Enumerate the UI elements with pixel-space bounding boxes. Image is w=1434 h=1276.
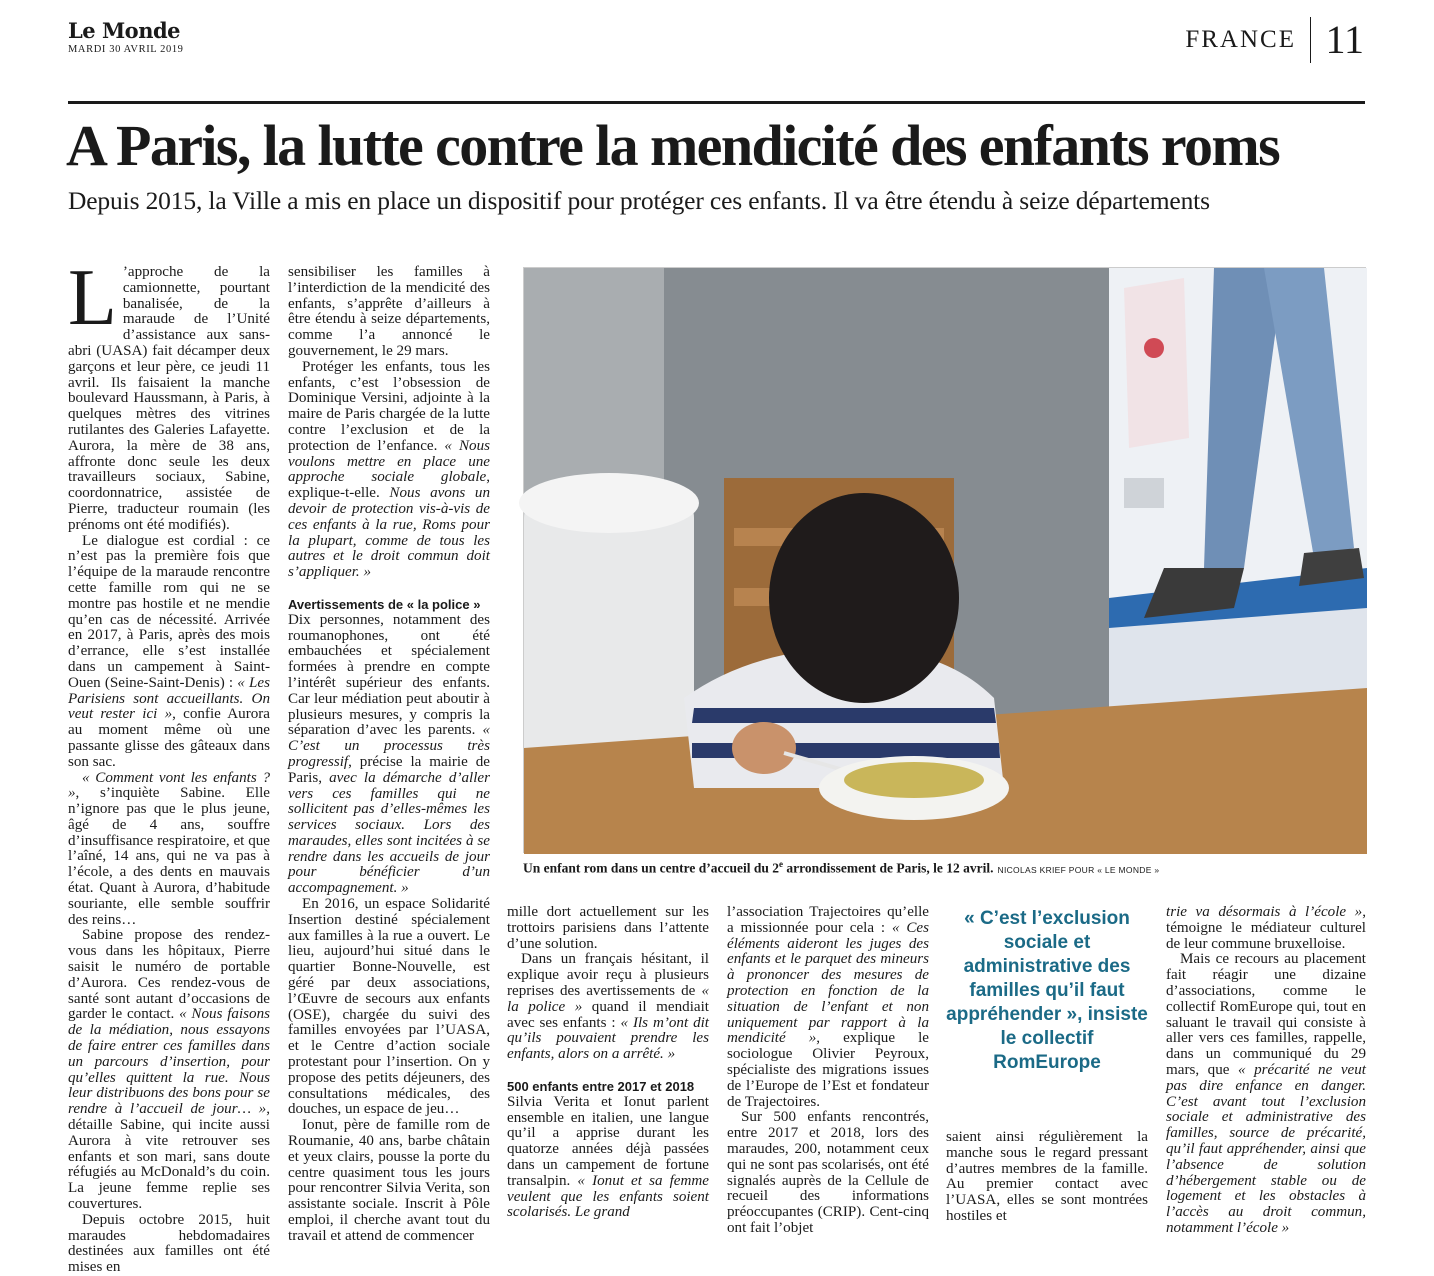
issue-date: MARDI 30 AVRIL 2019: [68, 44, 184, 55]
sweater-stripe-1: [692, 708, 996, 723]
pull-quote: « C’est l’exclusion sociale et administrative des familles qu’il faut appréhender », insiste le collectif RomEurope: [946, 908, 1148, 1073]
paragraph: l’association Trajectoires qu’elle a missionnée pour cela : « Ces éléments aideront les juges des enfants et le parquet des mineurs à prononcer des mesures de protection en fonction de la situation de l’enfant et non uniquement par rapport à la mendicité », explique le sociologue Olivier Peyroux, spécialiste des migrations issues de l’Europe de l’Est et fondateur de Trajectoires.: [727, 904, 929, 1110]
page-number: 11: [1325, 17, 1364, 62]
bag-print: [1144, 338, 1164, 358]
article-column-4: [727, 904, 929, 1236]
paragraph: Depuis octobre 2015, huit maraudes hebdomadaires destinées aux familles ont été mises en: [68, 1211, 270, 1276]
article-column-3: [507, 904, 709, 1221]
child-hand: [732, 722, 796, 774]
paragraph: Dans un français hésitant, il explique avoir reçu à plusieurs reprises des avertissements de « la police » quand il mendiait avec ses enfants : « Ils m’ont dit qu’ils pouvaient prendre les enfants, alors on a arrêté. »: [507, 951, 709, 1063]
paragraph: Le dialogue est cordial : ce n’est pas la première fois que l’équipe de la maraude rencontre cette famille rom qui ne se montre pas hostile et ne mendie qu’en cas de nécessité. Arrivée en 2017, à Paris, après des mois d’errance, elle s’est installée dans un campement à Saint-Ouen (Seine-Saint-Denis) : « Les Parisiens sont accueillants. On veut rester ici », confie Aurora au moment même où une passante glisse des gâteaux dans son sac.: [68, 532, 270, 770]
paragraph: Silvia Verita et Ionut parlent ensemble en italien, une langue qu’il a apprise durant les quatorze années déjà passées dans un campement de fortune transalpin. « Ionut et sa femme veulent que les enfants soient scolarisés. Le grand: [507, 1093, 709, 1221]
intertitle: Avertissements de « la police »: [288, 596, 481, 612]
paragraph: « Comment vont les enfants ? », s’inquiète Sabine. Elle n’ignore pas que le plus jeune, âgé de 4 ans, souffre d’insuffisance respiratoire, et que l’aîné, 14 ans, qui ne va pas à l’école, a des dents en mauvais état. Quant à Aurora, d’habitude souriante, elle semble souffrir des reins…: [68, 769, 270, 928]
paragraph: Protéger les enfants, tous les enfants, c’est l’obsession de Dominique Versini, adjointe à la maire de Paris chargée de la lutte contre l’exclusion et de la protection de l’enfance. « Nous voulons mettre en place une approche sociale globale, explique-t-elle. Nous avons un devoir de protection vis-à-vis de ces enfants à la rue, Roms pour la plupart, comme de tous les autres et le droit commun doit s’appliquer. »: [288, 358, 490, 581]
rubric-divider: [1310, 17, 1312, 63]
photo-illustration: [524, 268, 1367, 854]
bowl-food: [844, 762, 984, 798]
paragraph: Dix personnes, notamment des roumanophones, ont été embauchées et spécialement formées à prendre en compte l’intérêt supérieur des enfants. Car leur médiation peut aboutir à plusieurs mesures, y compris la séparation d’avec les parents. « C’est un processus très progressif, précise la mairie de Paris, avec la démarche d’aller vers ces familles qui ne sollicitent pas d’elles-mêmes les services sociaux. Lors des maraudes, elles sont incitées à se rendre dans les accueils de jour pour bénéficier d’un accompagnement. »: [288, 611, 490, 897]
article-column-1: [68, 254, 271, 1276]
paragraph: trie va désormais à l’école », témoigne le médiateur culturel de leur commune bruxelloise.: [1166, 904, 1366, 952]
masthead: [68, 18, 184, 55]
paragraph: L ’approche de la camionnette, pourtant banalisée, de la maraude de l’Unité d’assistance aux sans-abri (UASA) fait décamper deux garçons et leur père, ce jeudi 11 avril. Ils faisaient la manche boulevard Haussmann, à Paris, à quelques mètres des vitrines rutilantes des Galeries Lafayette. Aurora, la mère de 38 ans, affronte donc seule les deux travailleurs sociaux, Sabine, coordonnatrice, assistée de Pierre, traducteur roumain (les prénoms ont été modifiés).: [68, 254, 270, 533]
article-column-5: [946, 1129, 1148, 1224]
drop-cap: L: [68, 254, 117, 342]
photo-caption: Un enfant rom dans un centre d’accueil du 2e arrondissement de Paris, le 12 avril. NICOLAS KRIEF POUR « LE MONDE »: [523, 859, 1160, 876]
paragraph: Mais ce recours au placement fait réagir une dizaine d’associations, comme le collectif RomEurope qui, tout en saluant le travail qui consiste à aller vers ces familles, rappelle, dans un communiqué du 29 mars, que « précarité ne veut pas dire enfance en danger. C’est avant tout l’exclusion sociale et administrative des familles, source de précarité, qu’il faut appréhender, ainsi que l’absence de solution d’hébergement stable ou de logement et les obstacles à l’accès au droit commun, notamment l’école »: [1166, 951, 1366, 1236]
paragraph: Sabine propose des rendez-vous dans les hôpitaux, Pierre saisit le numéro de portable d’Aurora. Ces rendez-vous de santé sont autant d’occasions de garder le contact. « Nous faisons de la médiation, nous essayons de faire entrer ces familles dans un parcours d’insertion, pour qu’elles quittent la rue. Nous leur distribuons des bons pour se rendre à l’accueil de jour… », détaille Sabine, qui incite aussi Aurora à vite retrouver ses enfants et son mari, sans doute réfugiés au McDonald’s du coin. La jeune femme replie ses couvertures.: [68, 927, 271, 1213]
top-rule: [68, 101, 1365, 104]
paragraph: mille dort actuellement sur les trottoirs parisiens dans l’attente d’une solution.: [507, 904, 709, 952]
article-subhead: Depuis 2015, la Ville a mis en place un dispositif pour protéger ces enfants. Il va être étendu à seize départements: [68, 186, 1210, 215]
photo-credit: NICOLAS KRIEF POUR « LE MONDE »: [997, 864, 1160, 875]
paragraph: En 2016, un espace Solidarité Insertion destiné spécialement aux familles à la rue a ouvert. Le lieu, aujourd’hui situé dans le quartier Bonne-Nouvelle, est géré par deux associations, l’Œuvre de secours aux enfants (OSE), chargée du suivi des familles envoyées par l’UASA, et le Centre d’action sociale protestant pour l’insertion. On y propose des petits déjeuners, des consultations médicales, des douches, un espace de jeu…: [288, 896, 490, 1118]
trash-bin-lid: [519, 473, 699, 533]
intertitle: 500 enfants entre 2017 et 2018: [507, 1078, 695, 1094]
article-column-2: [288, 264, 490, 1244]
section-name: FRANCE: [1185, 25, 1296, 53]
paragraph: Sur 500 enfants rencontrés, entre 2017 et 2018, lors des maraudes, 200, notamment ceux qui ne sont pas scolarisés, ont été signalés auprès de la Cellule de recueil des informations préoccupantes (CRIP). Cent-cinq ont fait l’objet: [727, 1109, 929, 1236]
newspaper-logo: Le Monde: [68, 18, 181, 43]
article-photo: [523, 267, 1366, 853]
switch-panel: [1124, 478, 1164, 508]
paragraph: saient ainsi régulièrement la manche sous le regard pressant d’autres membres de la famille. Au premier contact avec l’UASA, elles se sont montrées hostiles et: [946, 1129, 1148, 1224]
article-column-6: [1166, 904, 1366, 1236]
shopping-bag: [1124, 278, 1189, 448]
paragraph: sensibiliser les familles à l’interdiction de la mendicité des enfants, s’apprête d’ailleurs à être étendu à seize départements, comme l’a annoncé le gouvernement, le 29 mars.: [288, 264, 490, 359]
article-headline: A Paris, la lutte contre la mendicité des enfants roms: [66, 113, 1280, 178]
section-rubric: [1185, 16, 1364, 63]
child-head: [769, 493, 959, 703]
paragraph: Ionut, père de famille rom de Roumanie, 40 ans, barbe châtain et yeux clairs, pousse la porte du centre quasiment tous les jours pour rencontrer Silvia Verita, son assistante sociale. Inscrit à Pôle emploi, il cherche avant tout du travail et attend de commencer: [288, 1117, 490, 1244]
